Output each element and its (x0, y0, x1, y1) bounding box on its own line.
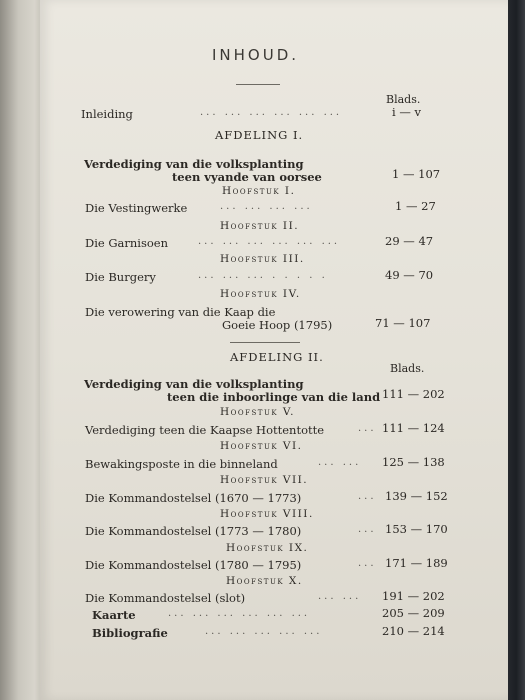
bibliografie-dots: ... ... ... ... ... (205, 626, 323, 637)
chapter-8-pages: 153 — 170 (385, 522, 448, 536)
page-title: INHOUD. (212, 46, 300, 64)
chapter-4-title-line2: Goeie Hoop (1795) (222, 318, 333, 332)
chapter-6-title: Bewakingsposte in die binneland (85, 457, 278, 471)
section-2-title-line2: teen die inboorlinge van die land (167, 390, 381, 404)
chapter-9-title: Die Kommandostelsel (1780 — 1795) (85, 558, 302, 572)
intro-label: Inleiding (81, 107, 133, 121)
chapter-3-title: Die Burgery (85, 270, 156, 284)
chapter-9-dots: ... (358, 558, 377, 569)
chapter-4-heading: Hoofstuk IV. (220, 288, 301, 300)
blads-header-1: Blads. (386, 93, 421, 106)
chapter-7-title: Die Kommandostelsel (1670 — 1773) (85, 491, 302, 505)
kaarte-dots: ... ... ... ... ... ... (168, 608, 311, 619)
chapter-9-pages: 171 — 189 (385, 556, 448, 570)
chapter-8-title: Die Kommandostelsel (1773 — 1780) (85, 524, 302, 538)
afdeling-2-rule (230, 342, 300, 343)
chapter-5-pages: 111 — 124 (382, 421, 445, 435)
kaarte-pages: 205 — 209 (382, 606, 445, 620)
section-1-title-line2: teen vyande van oorsee (172, 170, 322, 184)
chapter-10-dots: ... ... (318, 591, 362, 602)
chapter-2-dots: ... ... ... ... ... ... (198, 236, 341, 247)
chapter-3-dots: ... ... ... . . . . . (198, 270, 328, 281)
chapter-6-pages: 125 — 138 (382, 455, 445, 469)
chapter-1-dots: ... ... ... ... (220, 201, 313, 212)
chapter-4-pages: 71 — 107 (375, 316, 431, 330)
title-rule (236, 84, 280, 85)
table-of-contents-page (40, 0, 508, 700)
section-1-title-line1: Verdediging van die volksplanting (84, 157, 304, 171)
kaarte-label: Kaarte (92, 608, 136, 622)
chapter-1-pages: 1 — 27 (395, 199, 436, 213)
chapter-1-heading: Hoofstuk I. (222, 185, 296, 197)
chapter-2-pages: 29 — 47 (385, 234, 434, 248)
chapter-7-dots: ... (358, 491, 377, 502)
chapter-10-title: Die Kommandostelsel (slot) (85, 591, 246, 605)
section-2-title-line1: Verdediging van die volksplanting (84, 377, 304, 391)
chapter-8-dots: ... (358, 524, 377, 535)
bibliografie-pages: 210 — 214 (382, 624, 445, 638)
chapter-3-heading: Hoofstuk III. (220, 253, 305, 265)
intro-pages: i — v (392, 105, 421, 119)
bibliografie-label: Bibliografie (92, 626, 168, 640)
chapter-5-title: Verdediging teen die Kaapse Hottentotte (85, 423, 325, 437)
chapter-6-heading: Hoofstuk VI. (220, 440, 303, 452)
chapter-7-pages: 139 — 152 (385, 489, 448, 503)
chapter-8-heading: Hoofstuk VIII. (220, 508, 314, 520)
chapter-1-title: Die Vestingwerke (85, 201, 188, 215)
chapter-3-pages: 49 — 70 (385, 268, 434, 282)
blads-header-2: Blads. (390, 362, 425, 375)
afdeling-1-heading: AFDELING I. (215, 128, 304, 142)
chapter-10-pages: 191 — 202 (382, 589, 445, 603)
chapter-2-heading: Hoofstuk II. (220, 220, 300, 232)
section-2-pages: 111 — 202 (382, 387, 445, 401)
chapter-5-heading: Hoofstuk V. (220, 406, 296, 418)
chapter-6-dots: ... ... (318, 457, 362, 468)
chapter-9-heading: Hoofstuk IX. (226, 542, 309, 554)
chapter-7-heading: Hoofstuk VII. (220, 474, 309, 486)
chapter-2-title: Die Garnisoen (85, 236, 169, 250)
chapter-5-dots: ... (358, 423, 377, 434)
chapter-10-heading: Hoofstuk X. (226, 575, 303, 587)
section-1-pages: 1 — 107 (392, 167, 441, 181)
intro-dots: ... ... ... ... ... ... (200, 107, 343, 118)
chapter-4-title-line1: Die verowering van die Kaap die (85, 305, 276, 319)
afdeling-2-heading: AFDELING II. (230, 350, 324, 364)
